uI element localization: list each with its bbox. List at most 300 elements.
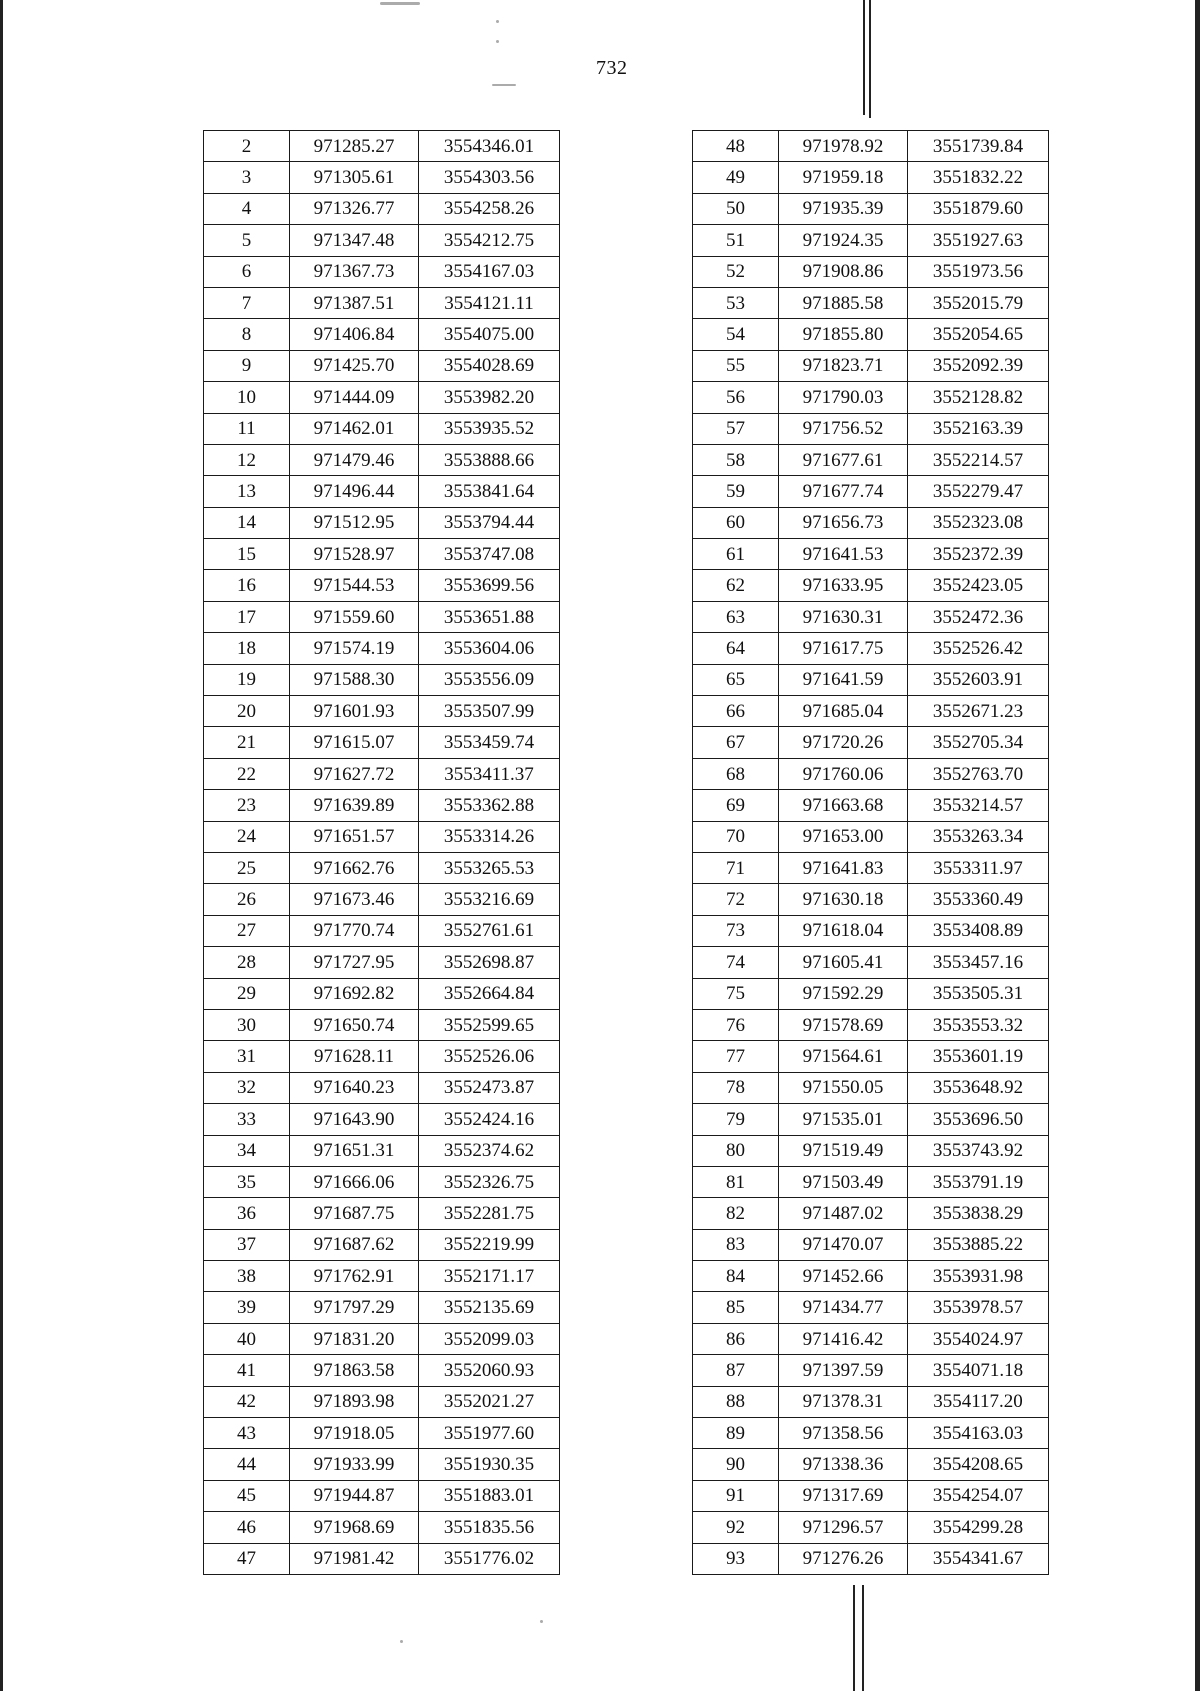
- table-row: [693, 1166, 1049, 1197]
- x-coordinate-cell: 971305.61: [290, 162, 419, 193]
- x-coordinate-cell: 971406.84: [290, 319, 419, 350]
- point-number-cell: 15: [204, 539, 290, 570]
- table-row: [204, 1480, 560, 1511]
- y-coordinate-cell: 3554341.67: [908, 1543, 1049, 1574]
- point-number-cell: 84: [693, 1261, 779, 1292]
- point-number-cell: 21: [204, 727, 290, 758]
- point-number-cell: 11: [204, 413, 290, 444]
- y-coordinate-cell: 3554163.03: [908, 1418, 1049, 1449]
- y-coordinate-cell: 3554028.69: [419, 350, 560, 381]
- y-coordinate-cell: 3552214.57: [908, 444, 1049, 475]
- x-coordinate-cell: 971578.69: [779, 1009, 908, 1040]
- x-coordinate-cell: 971285.27: [290, 131, 419, 162]
- table-row: [693, 727, 1049, 758]
- x-coordinate-cell: 971639.89: [290, 790, 419, 821]
- point-number-cell: 75: [693, 978, 779, 1009]
- point-number-cell: 82: [693, 1198, 779, 1229]
- y-coordinate-cell: 3553696.50: [908, 1104, 1049, 1135]
- y-coordinate-cell: 3554346.01: [419, 131, 560, 162]
- table-row: [204, 570, 560, 601]
- table-row: [693, 350, 1049, 381]
- table-row: [204, 1104, 560, 1135]
- scan-binding-line-top-1: [863, 0, 865, 115]
- y-coordinate-cell: 3552603.91: [908, 664, 1049, 695]
- x-coordinate-cell: 971397.59: [779, 1355, 908, 1386]
- table-row: [693, 758, 1049, 789]
- point-number-cell: 49: [693, 162, 779, 193]
- y-coordinate-cell: 3551977.60: [419, 1418, 560, 1449]
- x-coordinate-cell: 971692.82: [290, 978, 419, 1009]
- y-coordinate-cell: 3554024.97: [908, 1323, 1049, 1354]
- point-number-cell: 10: [204, 382, 290, 413]
- x-coordinate-cell: 971677.74: [779, 476, 908, 507]
- x-coordinate-cell: 971630.31: [779, 601, 908, 632]
- table-row: [693, 287, 1049, 318]
- y-coordinate-cell: 3553265.53: [419, 852, 560, 883]
- table-row: [204, 947, 560, 978]
- point-number-cell: 55: [693, 350, 779, 381]
- table-row: [693, 1104, 1049, 1135]
- point-number-cell: 23: [204, 790, 290, 821]
- point-number-cell: 5: [204, 225, 290, 256]
- y-coordinate-cell: 3553794.44: [419, 507, 560, 538]
- point-number-cell: 71: [693, 852, 779, 883]
- point-number-cell: 77: [693, 1041, 779, 1072]
- y-coordinate-cell: 3554212.75: [419, 225, 560, 256]
- y-coordinate-cell: 3553362.88: [419, 790, 560, 821]
- point-number-cell: 68: [693, 758, 779, 789]
- y-coordinate-cell: 3552128.82: [908, 382, 1049, 413]
- x-coordinate-cell: 971935.39: [779, 193, 908, 224]
- y-coordinate-cell: 3551883.01: [419, 1480, 560, 1511]
- point-number-cell: 60: [693, 507, 779, 538]
- table-row: [204, 1198, 560, 1229]
- table-row: [204, 476, 560, 507]
- y-coordinate-cell: 3553360.49: [908, 884, 1049, 915]
- x-coordinate-cell: 971687.62: [290, 1229, 419, 1260]
- table-row: [204, 193, 560, 224]
- x-coordinate-cell: 971387.51: [290, 287, 419, 318]
- x-coordinate-cell: 971908.86: [779, 256, 908, 287]
- x-coordinate-cell: 971918.05: [290, 1418, 419, 1449]
- table-row: [204, 225, 560, 256]
- y-coordinate-cell: 3553408.89: [908, 915, 1049, 946]
- y-coordinate-cell: 3552473.87: [419, 1072, 560, 1103]
- x-coordinate-cell: 971425.70: [290, 350, 419, 381]
- point-number-cell: 25: [204, 852, 290, 883]
- x-coordinate-cell: 971326.77: [290, 193, 419, 224]
- point-number-cell: 20: [204, 696, 290, 727]
- point-number-cell: 18: [204, 633, 290, 664]
- table-row: [204, 350, 560, 381]
- point-number-cell: 16: [204, 570, 290, 601]
- y-coordinate-cell: 3552054.65: [908, 319, 1049, 350]
- table-row: [204, 444, 560, 475]
- y-coordinate-cell: 3552472.36: [908, 601, 1049, 632]
- x-coordinate-cell: 971574.19: [290, 633, 419, 664]
- point-number-cell: 73: [693, 915, 779, 946]
- y-coordinate-cell: 3553651.88: [419, 601, 560, 632]
- y-coordinate-cell: 3551835.56: [419, 1512, 560, 1543]
- point-number-cell: 35: [204, 1166, 290, 1197]
- point-number-cell: 66: [693, 696, 779, 727]
- x-coordinate-cell: 971550.05: [779, 1072, 908, 1103]
- scan-edge-left: [0, 0, 3, 1691]
- scan-binding-line-bottom-1: [853, 1585, 855, 1691]
- table-row: [204, 601, 560, 632]
- point-number-cell: 43: [204, 1418, 290, 1449]
- x-coordinate-cell: 971416.42: [779, 1323, 908, 1354]
- table-row: [693, 852, 1049, 883]
- y-coordinate-cell: 3553457.16: [908, 947, 1049, 978]
- x-coordinate-cell: 971756.52: [779, 413, 908, 444]
- y-coordinate-cell: 3553601.19: [908, 1041, 1049, 1072]
- y-coordinate-cell: 3551832.22: [908, 162, 1049, 193]
- x-coordinate-cell: 971641.59: [779, 664, 908, 695]
- y-coordinate-cell: 3552424.16: [419, 1104, 560, 1135]
- y-coordinate-cell: 3553841.64: [419, 476, 560, 507]
- point-number-cell: 14: [204, 507, 290, 538]
- table-row: [693, 319, 1049, 350]
- y-coordinate-cell: 3551776.02: [419, 1543, 560, 1574]
- scan-speck: [540, 1620, 543, 1623]
- table-row: [693, 821, 1049, 852]
- table-row: [204, 1418, 560, 1449]
- y-coordinate-cell: 3552374.62: [419, 1135, 560, 1166]
- table-row: [204, 1543, 560, 1574]
- point-number-cell: 22: [204, 758, 290, 789]
- point-number-cell: 67: [693, 727, 779, 758]
- x-coordinate-cell: 971367.73: [290, 256, 419, 287]
- point-number-cell: 24: [204, 821, 290, 852]
- y-coordinate-cell: 3553411.37: [419, 758, 560, 789]
- y-coordinate-cell: 3553743.92: [908, 1135, 1049, 1166]
- y-coordinate-cell: 3552664.84: [419, 978, 560, 1009]
- point-number-cell: 32: [204, 1072, 290, 1103]
- table-row: [693, 915, 1049, 946]
- x-coordinate-cell: 971444.09: [290, 382, 419, 413]
- table-row: [693, 570, 1049, 601]
- table-row: [204, 727, 560, 758]
- x-coordinate-cell: 971981.42: [290, 1543, 419, 1574]
- table-row: [204, 256, 560, 287]
- table-row: [693, 539, 1049, 570]
- point-number-cell: 69: [693, 790, 779, 821]
- table-row: [204, 821, 560, 852]
- point-number-cell: 86: [693, 1323, 779, 1354]
- point-number-cell: 44: [204, 1449, 290, 1480]
- point-number-cell: 19: [204, 664, 290, 695]
- y-coordinate-cell: 3551930.35: [419, 1449, 560, 1480]
- table-row: [204, 1229, 560, 1260]
- point-number-cell: 8: [204, 319, 290, 350]
- y-coordinate-cell: 3552171.17: [419, 1261, 560, 1292]
- point-number-cell: 48: [693, 131, 779, 162]
- point-number-cell: 81: [693, 1166, 779, 1197]
- point-number-cell: 9: [204, 350, 290, 381]
- point-number-cell: 7: [204, 287, 290, 318]
- x-coordinate-cell: 971687.75: [290, 1198, 419, 1229]
- y-coordinate-cell: 3552092.39: [908, 350, 1049, 381]
- y-coordinate-cell: 3552135.69: [419, 1292, 560, 1323]
- x-coordinate-cell: 971640.23: [290, 1072, 419, 1103]
- point-number-cell: 57: [693, 413, 779, 444]
- table-row: [204, 1072, 560, 1103]
- y-coordinate-cell: 3552099.03: [419, 1323, 560, 1354]
- x-coordinate-cell: 971592.29: [779, 978, 908, 1009]
- table-row: [204, 884, 560, 915]
- table-row: [693, 601, 1049, 632]
- point-number-cell: 90: [693, 1449, 779, 1480]
- table-row: [693, 1323, 1049, 1354]
- x-coordinate-cell: 971770.74: [290, 915, 419, 946]
- table-row: [693, 1543, 1049, 1574]
- y-coordinate-cell: 3553648.92: [908, 1072, 1049, 1103]
- point-number-cell: 42: [204, 1386, 290, 1417]
- point-number-cell: 30: [204, 1009, 290, 1040]
- x-coordinate-cell: 971760.06: [779, 758, 908, 789]
- point-number-cell: 41: [204, 1355, 290, 1386]
- point-number-cell: 38: [204, 1261, 290, 1292]
- x-coordinate-cell: 971855.80: [779, 319, 908, 350]
- x-coordinate-cell: 971630.18: [779, 884, 908, 915]
- x-coordinate-cell: 971641.53: [779, 539, 908, 570]
- table-row: [693, 633, 1049, 664]
- point-number-cell: 80: [693, 1135, 779, 1166]
- point-number-cell: 6: [204, 256, 290, 287]
- point-number-cell: 62: [693, 570, 779, 601]
- x-coordinate-cell: 971564.61: [779, 1041, 908, 1072]
- table-row: [693, 1229, 1049, 1260]
- point-number-cell: 92: [693, 1512, 779, 1543]
- point-number-cell: 28: [204, 947, 290, 978]
- y-coordinate-cell: 3552599.65: [419, 1009, 560, 1040]
- x-coordinate-cell: 971544.53: [290, 570, 419, 601]
- point-number-cell: 54: [693, 319, 779, 350]
- y-coordinate-cell: 3554117.20: [908, 1386, 1049, 1417]
- y-coordinate-cell: 3552705.34: [908, 727, 1049, 758]
- x-coordinate-cell: 971452.66: [779, 1261, 908, 1292]
- point-number-cell: 52: [693, 256, 779, 287]
- scan-speck: [380, 2, 420, 5]
- y-coordinate-cell: 3551973.56: [908, 256, 1049, 287]
- table-row: [693, 476, 1049, 507]
- table-row: [204, 1292, 560, 1323]
- point-number-cell: 76: [693, 1009, 779, 1040]
- point-number-cell: 88: [693, 1386, 779, 1417]
- y-coordinate-cell: 3554071.18: [908, 1355, 1049, 1386]
- point-number-cell: 13: [204, 476, 290, 507]
- x-coordinate-cell: 971615.07: [290, 727, 419, 758]
- table-row: [204, 696, 560, 727]
- x-coordinate-cell: 971959.18: [779, 162, 908, 193]
- point-number-cell: 83: [693, 1229, 779, 1260]
- point-number-cell: 78: [693, 1072, 779, 1103]
- x-coordinate-cell: 971677.61: [779, 444, 908, 475]
- x-coordinate-cell: 971651.57: [290, 821, 419, 852]
- x-coordinate-cell: 971601.93: [290, 696, 419, 727]
- y-coordinate-cell: 3553931.98: [908, 1261, 1049, 1292]
- y-coordinate-cell: 3551739.84: [908, 131, 1049, 162]
- table-row: [204, 507, 560, 538]
- x-coordinate-cell: 971535.01: [779, 1104, 908, 1135]
- y-coordinate-cell: 3553885.22: [908, 1229, 1049, 1260]
- point-number-cell: 31: [204, 1041, 290, 1072]
- table-row: [693, 1449, 1049, 1480]
- x-coordinate-cell: 971519.49: [779, 1135, 908, 1166]
- y-coordinate-cell: 3553978.57: [908, 1292, 1049, 1323]
- table-row: [204, 162, 560, 193]
- point-number-cell: 59: [693, 476, 779, 507]
- table-row: [204, 1512, 560, 1543]
- y-coordinate-cell: 3552060.93: [419, 1355, 560, 1386]
- table-row: [693, 1386, 1049, 1417]
- point-number-cell: 40: [204, 1323, 290, 1354]
- point-number-cell: 89: [693, 1418, 779, 1449]
- y-coordinate-cell: 3553699.56: [419, 570, 560, 601]
- x-coordinate-cell: 971434.77: [779, 1292, 908, 1323]
- y-coordinate-cell: 3552326.75: [419, 1166, 560, 1197]
- x-coordinate-cell: 971762.91: [290, 1261, 419, 1292]
- scan-edge-right: [1195, 0, 1200, 1691]
- table-row: [693, 1198, 1049, 1229]
- table-row: [204, 978, 560, 1009]
- point-number-cell: 72: [693, 884, 779, 915]
- table-row: [204, 287, 560, 318]
- x-coordinate-cell: 971487.02: [779, 1198, 908, 1229]
- point-number-cell: 36: [204, 1198, 290, 1229]
- x-coordinate-cell: 971863.58: [290, 1355, 419, 1386]
- table-row: [693, 382, 1049, 413]
- table-row: [204, 758, 560, 789]
- x-coordinate-cell: 971462.01: [290, 413, 419, 444]
- table-row: [693, 1009, 1049, 1040]
- y-coordinate-cell: 3552279.47: [908, 476, 1049, 507]
- y-coordinate-cell: 3552761.61: [419, 915, 560, 946]
- x-coordinate-cell: 971617.75: [779, 633, 908, 664]
- x-coordinate-cell: 971479.46: [290, 444, 419, 475]
- table-row: [204, 1449, 560, 1480]
- point-number-cell: 45: [204, 1480, 290, 1511]
- y-coordinate-cell: 3553214.57: [908, 790, 1049, 821]
- y-coordinate-cell: 3552163.39: [908, 413, 1049, 444]
- x-coordinate-cell: 971296.57: [779, 1512, 908, 1543]
- point-number-cell: 2: [204, 131, 290, 162]
- y-coordinate-cell: 3553747.08: [419, 539, 560, 570]
- y-coordinate-cell: 3554167.03: [419, 256, 560, 287]
- table-row: [204, 382, 560, 413]
- x-coordinate-cell: 971978.92: [779, 131, 908, 162]
- table-row: [204, 1166, 560, 1197]
- table-row: [204, 1135, 560, 1166]
- table-row: [693, 1480, 1049, 1511]
- table-row: [693, 1072, 1049, 1103]
- x-coordinate-cell: 971627.72: [290, 758, 419, 789]
- table-row: [204, 790, 560, 821]
- x-coordinate-cell: 971633.95: [779, 570, 908, 601]
- table-row: [693, 1261, 1049, 1292]
- page-number: 732: [596, 57, 628, 79]
- table-row: [204, 1009, 560, 1040]
- x-coordinate-cell: 971347.48: [290, 225, 419, 256]
- y-coordinate-cell: 3552021.27: [419, 1386, 560, 1417]
- point-number-cell: 39: [204, 1292, 290, 1323]
- table-row: [204, 319, 560, 350]
- y-coordinate-cell: 3553507.99: [419, 696, 560, 727]
- x-coordinate-cell: 971831.20: [290, 1323, 419, 1354]
- point-number-cell: 64: [693, 633, 779, 664]
- point-number-cell: 3: [204, 162, 290, 193]
- point-number-cell: 47: [204, 1543, 290, 1574]
- table-row: [693, 131, 1049, 162]
- point-number-cell: 26: [204, 884, 290, 915]
- x-coordinate-cell: 971528.97: [290, 539, 419, 570]
- y-coordinate-cell: 3553982.20: [419, 382, 560, 413]
- y-coordinate-cell: 3553311.97: [908, 852, 1049, 883]
- y-coordinate-cell: 3553604.06: [419, 633, 560, 664]
- x-coordinate-cell: 971797.29: [290, 1292, 419, 1323]
- x-coordinate-cell: 971790.03: [779, 382, 908, 413]
- table-row: [693, 1041, 1049, 1072]
- y-coordinate-cell: 3552526.06: [419, 1041, 560, 1072]
- point-number-cell: 53: [693, 287, 779, 318]
- table-row: [693, 193, 1049, 224]
- y-coordinate-cell: 3554208.65: [908, 1449, 1049, 1480]
- table-row: [204, 1355, 560, 1386]
- point-number-cell: 29: [204, 978, 290, 1009]
- table-row: [204, 413, 560, 444]
- y-coordinate-cell: 3552372.39: [908, 539, 1049, 570]
- x-coordinate-cell: 971512.95: [290, 507, 419, 538]
- y-coordinate-cell: 3552763.70: [908, 758, 1049, 789]
- y-coordinate-cell: 3553935.52: [419, 413, 560, 444]
- point-number-cell: 58: [693, 444, 779, 475]
- x-coordinate-cell: 971605.41: [779, 947, 908, 978]
- point-number-cell: 51: [693, 225, 779, 256]
- scan-speck: [492, 84, 516, 86]
- y-coordinate-cell: 3553838.29: [908, 1198, 1049, 1229]
- x-coordinate-cell: 971727.95: [290, 947, 419, 978]
- y-coordinate-cell: 3554254.07: [908, 1480, 1049, 1511]
- table-row: [693, 1355, 1049, 1386]
- point-number-cell: 37: [204, 1229, 290, 1260]
- point-number-cell: 12: [204, 444, 290, 475]
- x-coordinate-cell: 971317.69: [779, 1480, 908, 1511]
- table-row: [693, 1135, 1049, 1166]
- point-number-cell: 33: [204, 1104, 290, 1135]
- table-row: [693, 1418, 1049, 1449]
- point-number-cell: 65: [693, 664, 779, 695]
- point-number-cell: 91: [693, 1480, 779, 1511]
- table-row: [693, 790, 1049, 821]
- table-row: [204, 852, 560, 883]
- x-coordinate-cell: 971656.73: [779, 507, 908, 538]
- point-number-cell: 74: [693, 947, 779, 978]
- x-coordinate-cell: 971685.04: [779, 696, 908, 727]
- x-coordinate-cell: 971663.68: [779, 790, 908, 821]
- y-coordinate-cell: 3552671.23: [908, 696, 1049, 727]
- table-row: [204, 1041, 560, 1072]
- coordinates-table-right: [692, 130, 1049, 1575]
- y-coordinate-cell: 3552698.87: [419, 947, 560, 978]
- y-coordinate-cell: 3554299.28: [908, 1512, 1049, 1543]
- point-number-cell: 34: [204, 1135, 290, 1166]
- x-coordinate-cell: 971673.46: [290, 884, 419, 915]
- scan-binding-line-bottom-2: [862, 1585, 864, 1691]
- table-row: [204, 915, 560, 946]
- x-coordinate-cell: 971378.31: [779, 1386, 908, 1417]
- y-coordinate-cell: 3552219.99: [419, 1229, 560, 1260]
